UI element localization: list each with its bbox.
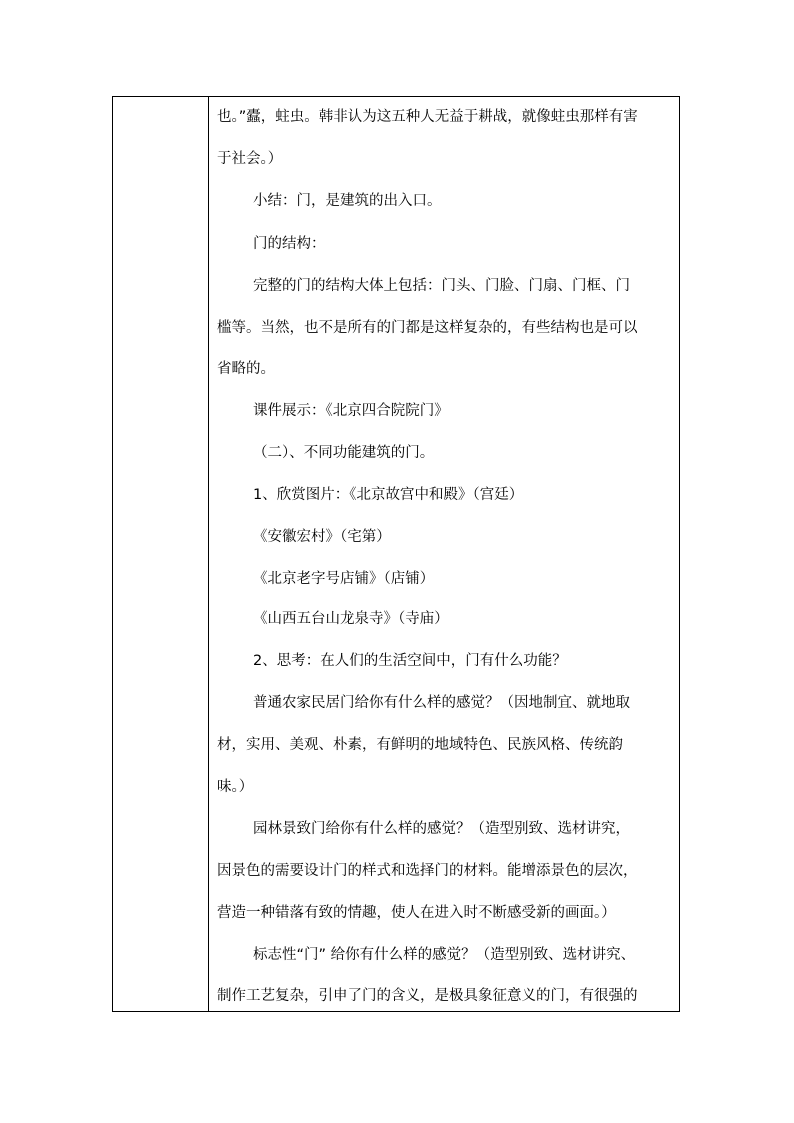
- text-line: 《北京老字号店铺》（店铺）: [253, 571, 435, 587]
- text-line: 制作工艺复杂，引申了门的含义，是极具象征意义的门，有很强的: [217, 988, 638, 1004]
- text-line: 味。）: [217, 779, 254, 795]
- text-line: 《安徽宏村》（宅第）: [253, 529, 391, 545]
- text-line: 1、欣赏图片：《北京故宫中和殿》（宫廷）: [253, 487, 524, 503]
- text-line: 材，实用、美观、朴素，有鲜明的地域特色、民族风格、传统韵: [217, 737, 623, 753]
- column-divider: [208, 97, 209, 1011]
- text-line: 省略的。: [217, 361, 275, 377]
- question-line: 2、思考：在人们的生活空间中，门有什么功能？: [253, 653, 567, 669]
- text-line: 因景色的需要设计门的样式和选择门的材料。能增添景色的层次，: [217, 863, 638, 879]
- text-line: 普通农家民居门给你有什么样的感觉？（因地制宜、就地取: [253, 695, 630, 711]
- courseware-line: 课件展示：《北京四合院院门》: [253, 403, 449, 419]
- text-line: 完整的门的结构大体上包括：门头、门脸、门扇、门框、门: [253, 278, 630, 294]
- text-line: 标志性“门” 给你有什么样的感觉？（造型别致、选材讲究、: [253, 947, 636, 963]
- section-heading: （二）、不同功能建筑的门。: [253, 445, 435, 461]
- text-line: 也。”蠹，蛀虫。韩非认为这五种人无益于耕战，就像蛀虫那样有害: [217, 109, 638, 125]
- text-line: 园林景致门给你有什么样的感觉？（造型别致、选材讲究，: [253, 821, 630, 837]
- text-line: 营造一种错落有致的情趣，使人在进入时不断感受新的画面。）: [217, 905, 616, 921]
- text-line: 《山西五台山龙泉寺》（寺庙）: [253, 611, 449, 627]
- summary-line: 小结：门，是建筑的出入口。: [253, 193, 442, 209]
- lesson-table: [112, 96, 680, 1012]
- text-line: 于社会。）: [217, 151, 283, 167]
- section-heading: 门的结构：: [253, 236, 326, 252]
- text-line: 槛等。当然，也不是所有的门都是这样复杂的，有些结构也是可以: [217, 320, 638, 336]
